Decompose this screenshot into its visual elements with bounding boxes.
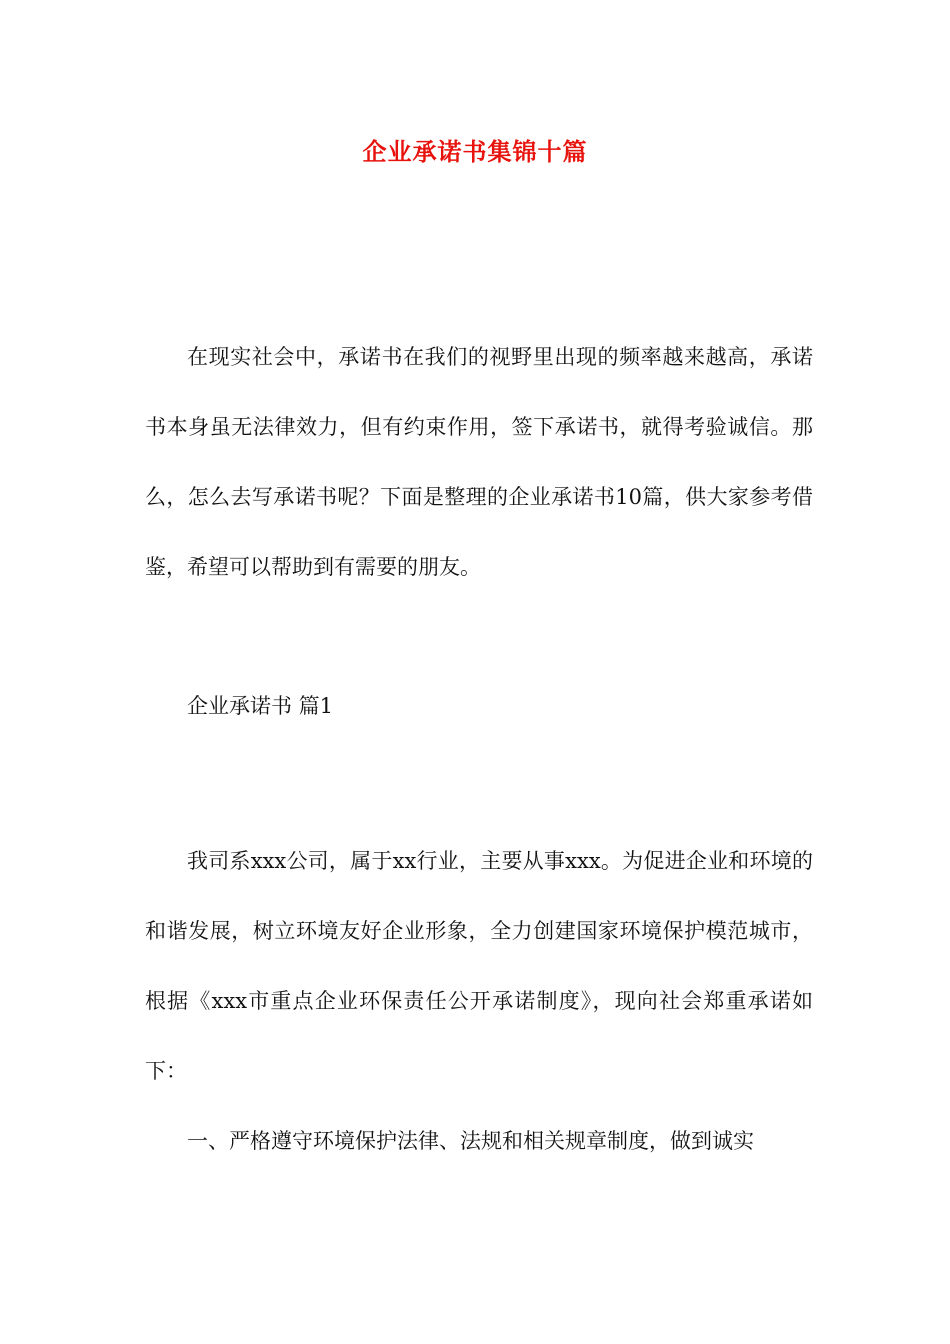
section-heading: 企业承诺书 篇1 bbox=[187, 694, 334, 718]
document-title: 企业承诺书集锦十篇 bbox=[362, 137, 588, 166]
commitment-paragraph: 我司系xxx公司，属于xx行业，主要从事xxx。为促进企业和环境的和谐发展，树立环境友好企业形象，全力创建国家环境保护模范城市，根据《xxx市重点企业环保责任公开承诺制度》，现向社会郑重承诺如下： bbox=[145, 849, 813, 1083]
intro-paragraph: 在现实社会中，承诺书在我们的视野里出现的频率越来越高，承诺书本身虽无法律效力，但有约束作用，签下承诺书，就得考验诚信。那么，怎么去写承诺书呢？下面是整理的企业承诺书10篇，供大家参考借鉴，希望可以帮助到有需要的朋友。 bbox=[145, 345, 813, 579]
document-body bbox=[145, 322, 813, 1176]
commitment-item-1: 一、严格遵守环境保护法律、法规和相关规章制度，做到诚实 bbox=[187, 1129, 754, 1153]
